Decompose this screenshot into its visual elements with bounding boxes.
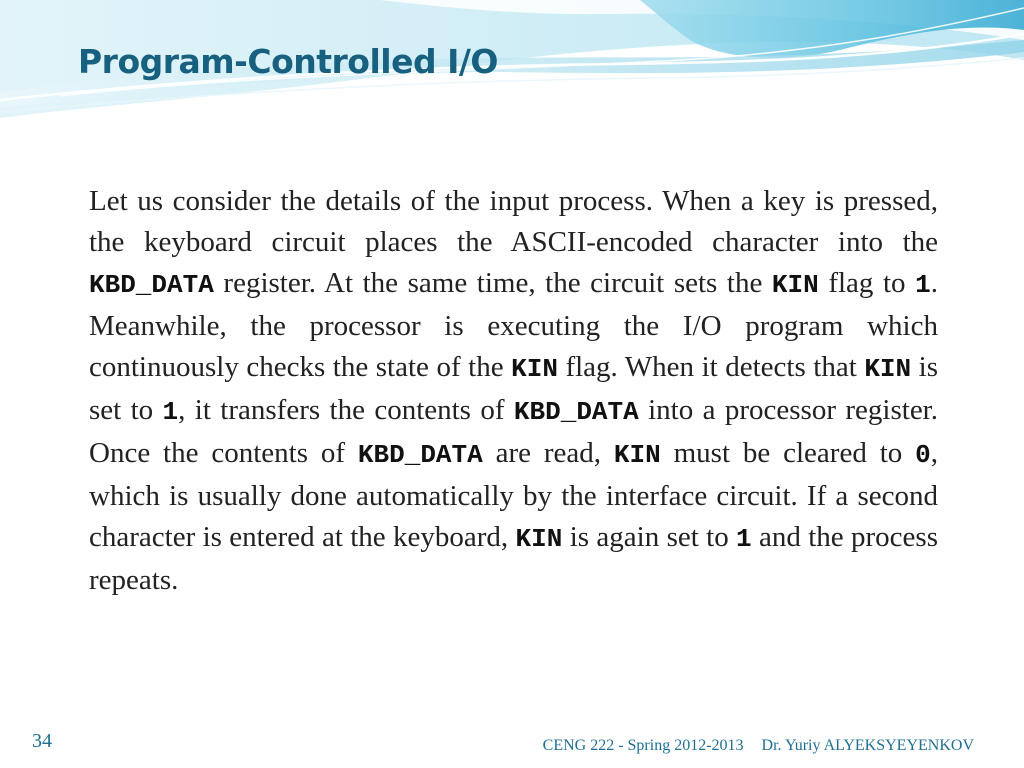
- paragraph-text: into a processor register. Once the contents of: [89, 394, 938, 469]
- code-term: KIN: [771, 270, 819, 300]
- page-number: 34: [32, 730, 52, 752]
- body-paragraph: [89, 181, 938, 601]
- paragraph-text: and the process repeats.: [89, 521, 938, 596]
- paragraph-text: , which is usually done automatically by the interface circuit. If a second character is entered at the keyboard,: [89, 437, 938, 553]
- footer-course: CENG 222 - Spring 2012-2013: [542, 737, 744, 754]
- code-term: KIN: [515, 524, 563, 554]
- code-term: 1: [162, 397, 179, 427]
- code-term: KIN: [864, 354, 912, 384]
- code-term: 1: [736, 524, 752, 554]
- code-term: KBD_DATA: [89, 270, 214, 300]
- paragraph-text: , it transfers the contents of: [178, 394, 514, 426]
- footer-author: Dr. Yuriy ALYEKSYEYENKOV: [761, 737, 974, 754]
- paragraph-text: . Meanwhile, the processor is executing the I/O program which continuously checks the state of the: [89, 267, 938, 383]
- code-term: KBD_DATA: [357, 440, 483, 470]
- code-term: 0: [915, 440, 931, 470]
- slide-title: Program-Controlled I/O: [78, 42, 498, 81]
- paragraph-text: flag. When it detects that: [557, 351, 865, 383]
- paragraph-text: is again set to: [562, 521, 737, 553]
- footer-info: [543, 737, 974, 755]
- code-term: KIN: [511, 354, 558, 384]
- paragraph-text: flag to: [818, 267, 916, 299]
- paragraph-text: is set to: [89, 351, 939, 426]
- paragraph-text: Let us consider the details of the input process. When a key is pressed, the keyboard circuit places the ASCII-encoded character into the: [89, 185, 938, 258]
- paragraph-text: must be cleared to: [660, 437, 916, 469]
- code-term: KIN: [613, 440, 661, 470]
- code-term: KBD_DATA: [513, 397, 639, 427]
- paragraph-text: register. At the same time, the circuit sets the: [213, 267, 772, 299]
- paragraph-text: are read,: [482, 437, 614, 469]
- code-term: 1: [915, 270, 931, 300]
